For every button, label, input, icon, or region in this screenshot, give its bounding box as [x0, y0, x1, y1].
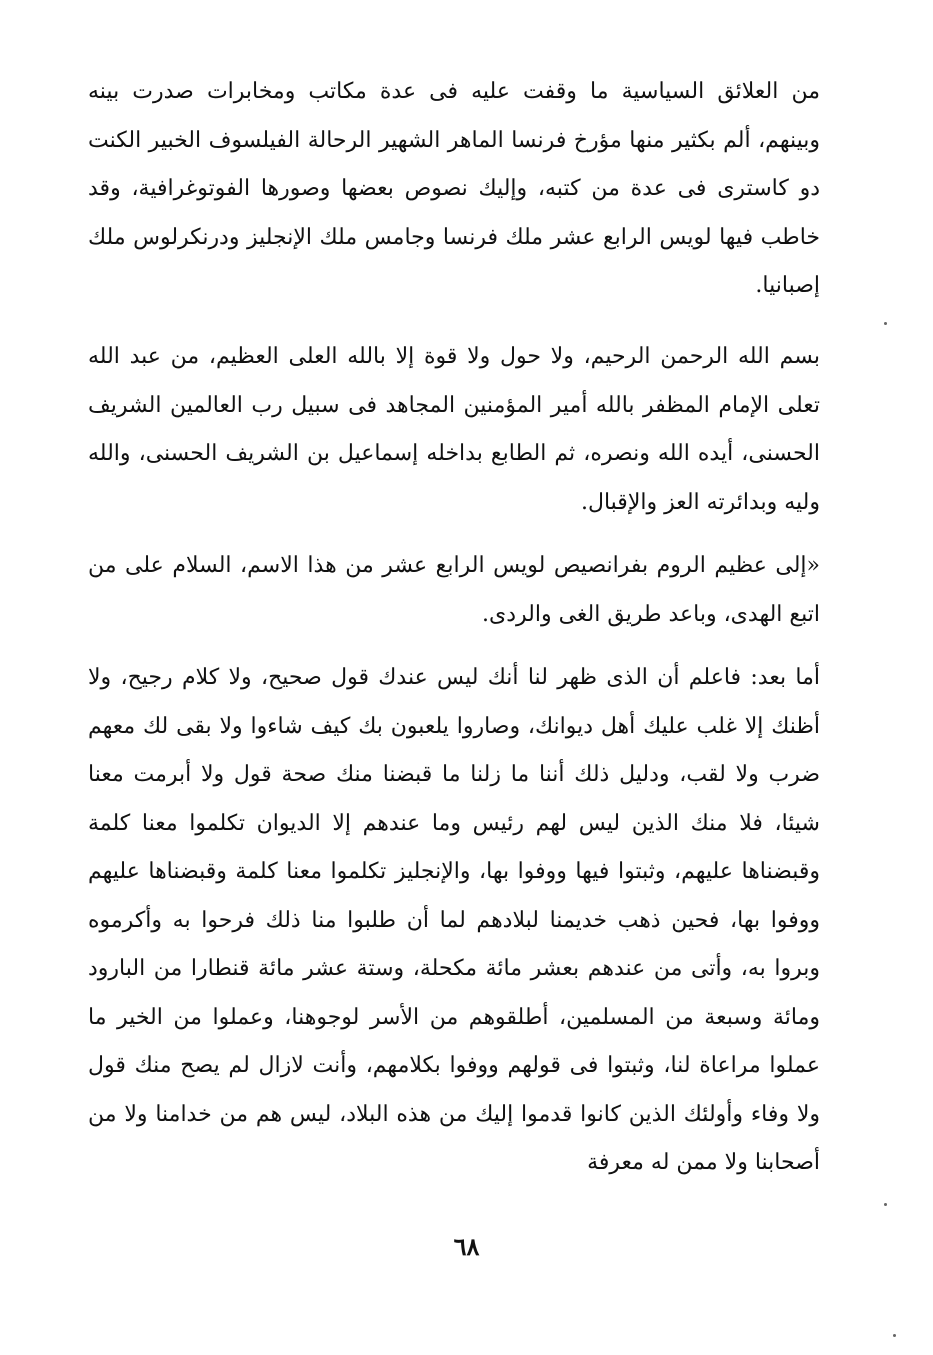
scan-speck-decoration	[884, 322, 887, 325]
scan-speck-decoration	[884, 1203, 887, 1206]
page-number: ٦٨	[453, 1232, 480, 1261]
paragraph-diplomatic-relations: من العلائق السياسية ما وقفت عليه فى عدة مكاتب ومخابرات صدرت بينه وبينهم، ألم بكثير منها مؤرخ فرنسا الماهر الشهير الرحالة الفيلسوف الخبير الكنت دو كاسترى فى عدة من كتبه، وإليك نصوص بعضها وصورها الفوتوغرافية، وقد خاطب فيها لويس الرابع عشر ملك فرنسا وجامس ملك الإنجليز ودرنكرلوس ملك إصبانيا.	[88, 79, 820, 298]
paragraph-letter-body: أما بعد: فاعلم أن الذى ظهر لنا أنك ليس عندك قول صحيح، ولا كلام رجيح، ولا أظنك إلا غلب عليك أهل ديوانك، وصاروا يلعبون بك كيف شاءوا ولا بقى لك معهم ضرب ولا لقب، ودليل ذلك أننا ما زلنا ما قبضنا منك صحة قول ولا أبرمت معنا شيئا، فلا منك الذين ليس لهم رئيس وما عندهم إلا الديوان تكلموا معنا كلمة وقبضناها عليهم، وثبتوا فيها ووفوا بها، والإنجليز تكلموا معنا كلمة وقبضناها عليهم ووفوا بها، فحين ذهب خديمنا لبلادهم لما أن طلبوا منا ذلك فرحوا به وأكرموه وبروا به، وأتى من عندهم بعشر مائة مكحلة، وستة عشر مائة قنطارا من البارود ومائة وسبعة من المسلمين، أطلقوهم من الأسر لوجوهنا، وعملوا من الخير ما عملوا مراعاة لنا، وثبتوا فى قولهم ووفوا بكلامهم، وأنت لازال لم يصح منك قول ولا وفاء وأولئك الذين كانوا قدموا إليك من هذه البلاد، ليس هم من خدامنا ولا من أصحابنا ولا ممن له معرفة	[88, 665, 821, 1175]
paragraph-basmala-letter-header: بسم الله الرحمن الرحيم، ولا حول ولا قوة إلا بالله العلى العظيم، من عبد الله تعلى الإمام المظفر بالله أمير المؤمنين المجاهد فى سبيل رب العالمين الشريف الحسنى، أيده الله ونصره، ثم الطابع بداخله إسماعيل بن الشريف الحسنى، والله وليه وبدائرته العز والإقبال.	[88, 344, 820, 515]
paragraph-letter-address: «إلى عظيم الروم بفرانصيص لويس الرابع عشر من هذا الاسم، السلام على من اتبع الهدى، وباعد طريق الغى والردى.	[88, 553, 820, 627]
scan-speck-decoration	[893, 1334, 896, 1337]
